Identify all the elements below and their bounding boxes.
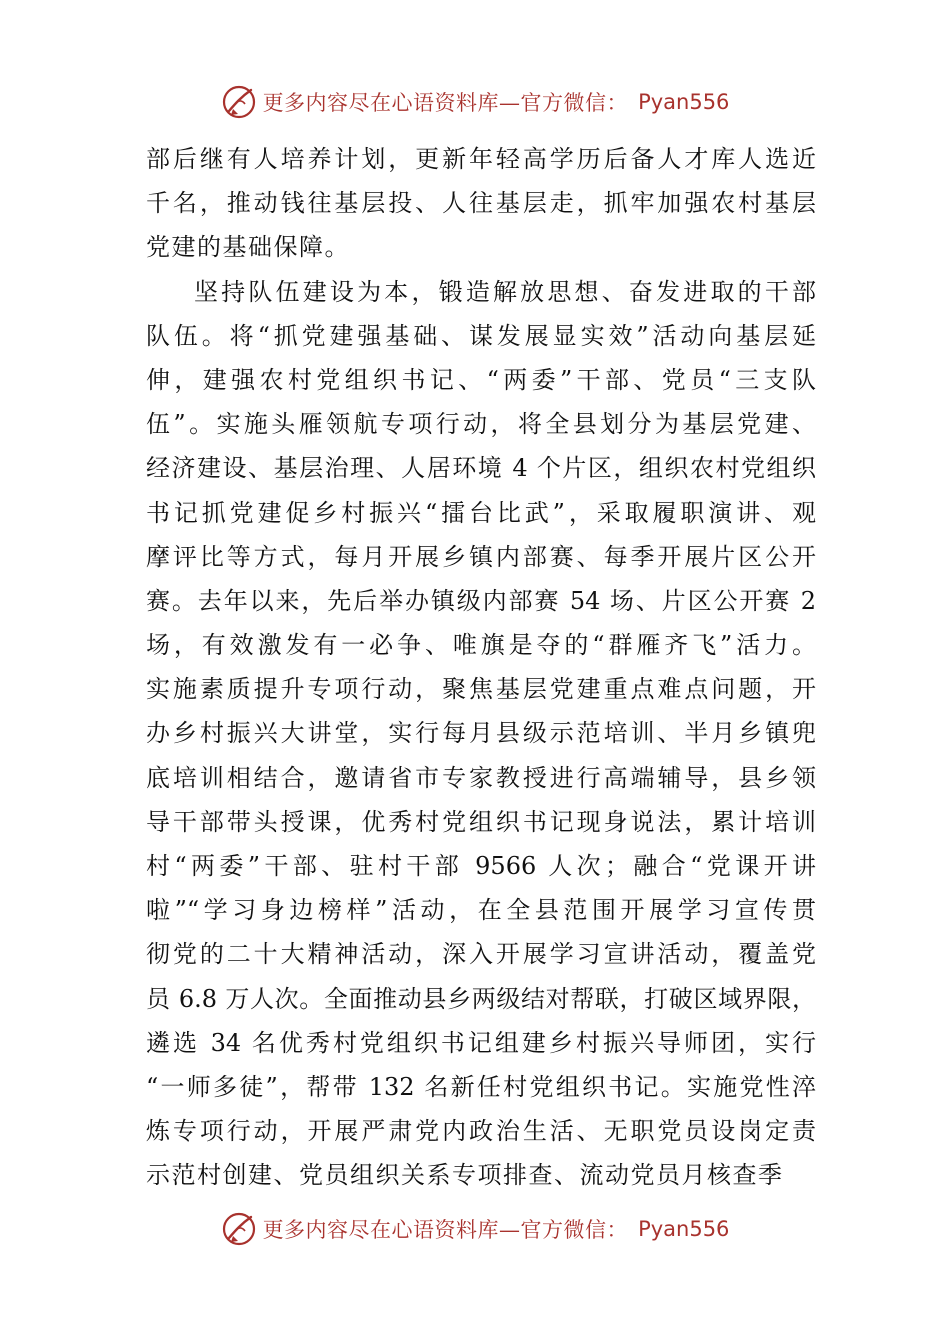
text-line: 队伍。将“抓党建强基础、谋发展显实效”活动向基层延 — [146, 321, 816, 350]
footer-watermark — [0, 1209, 950, 1249]
text-line: 啦”“学习身边榜样”活动，在全县范围开展学习宣传贯 — [146, 896, 816, 925]
text-line: 导干部带头授课，优秀村党组织书记现身说法，累计培训 — [146, 807, 816, 836]
pen-logo-icon — [221, 1211, 257, 1247]
watermark-wechat-id: Pyan556 — [638, 90, 730, 114]
text-line: 千名，推动钱往基层投、人往基层走，抓牢加强农村基层 — [146, 189, 816, 218]
text-line: “一师多徒”，帮带 132 名新任村党组织书记。实施党性淬 — [146, 1072, 816, 1101]
text-line: 村“两委”干部、驻村干部 9566 人次；融合“党课开讲 — [146, 852, 816, 880]
text-line: 办乡村振兴大讲堂，实行每月县级示范培训、半月乡镇兜 — [146, 719, 816, 748]
text-line: 实施素质提升专项行动，聚焦基层党建重点难点问题，开 — [146, 675, 816, 704]
text-line: 员 6.8 万人次。全面推动县乡两级结对帮联，打破区域界限， — [146, 984, 816, 1013]
watermark-wechat-id: Pyan556 — [638, 1217, 730, 1241]
text-line: 经济建设、基层治理、人居环境 4 个片区，组织农村党组织 — [146, 454, 816, 483]
text-line: 党建的基础保障。 — [146, 233, 350, 262]
text-line: 摩评比等方式，每月开展乡镇内部赛、每季开展片区公开 — [146, 542, 816, 571]
text-line: 坚持队伍建设为本，锻造解放思想、奋发进取的干部 — [194, 277, 816, 306]
text-line: 场，有效激发有一必争、唯旗是夺的“群雁齐飞”活力。 — [146, 631, 816, 660]
text-line: 部后继有人培养计划，更新年轻高学历后备人才库人选近 — [146, 145, 816, 173]
text-line: 遴选 34 名优秀村党组织书记组建乡村振兴导师团，实行 — [146, 1028, 816, 1057]
document-body — [146, 137, 816, 1198]
text-line: 彻党的二十大精神活动，深入开展学习宣讲活动，覆盖党 — [146, 940, 816, 969]
watermark-text: 更多内容尽在心语资料库—官方微信： — [262, 1218, 629, 1242]
text-line: 伍”。实施头雁领航专项行动，将全县划分为基层党建、 — [146, 410, 816, 439]
text-line: 赛。去年以来，先后举办镇级内部赛 54 场、片区公开赛 2 — [146, 586, 816, 615]
pen-logo-icon — [221, 84, 257, 120]
text-line: 底培训相结合，邀请省市专家教授进行高端辅导，县乡领 — [146, 763, 816, 792]
header-watermark — [0, 82, 950, 122]
text-line: 伸，建强农村党组织书记、“两委”干部、党员“三支队 — [146, 365, 816, 394]
watermark-text: 更多内容尽在心语资料库—官方微信： — [262, 91, 629, 115]
text-line: 炼专项行动，开展严肃党内政治生活、无职党员设岗定责 — [146, 1117, 816, 1146]
text-line: 示范村创建、党员组织关系专项排查、流动党员月核查季 — [146, 1161, 784, 1190]
text-line: 书记抓党建促乡村振兴“擂台比武”，采取履职演讲、观 — [146, 498, 816, 527]
